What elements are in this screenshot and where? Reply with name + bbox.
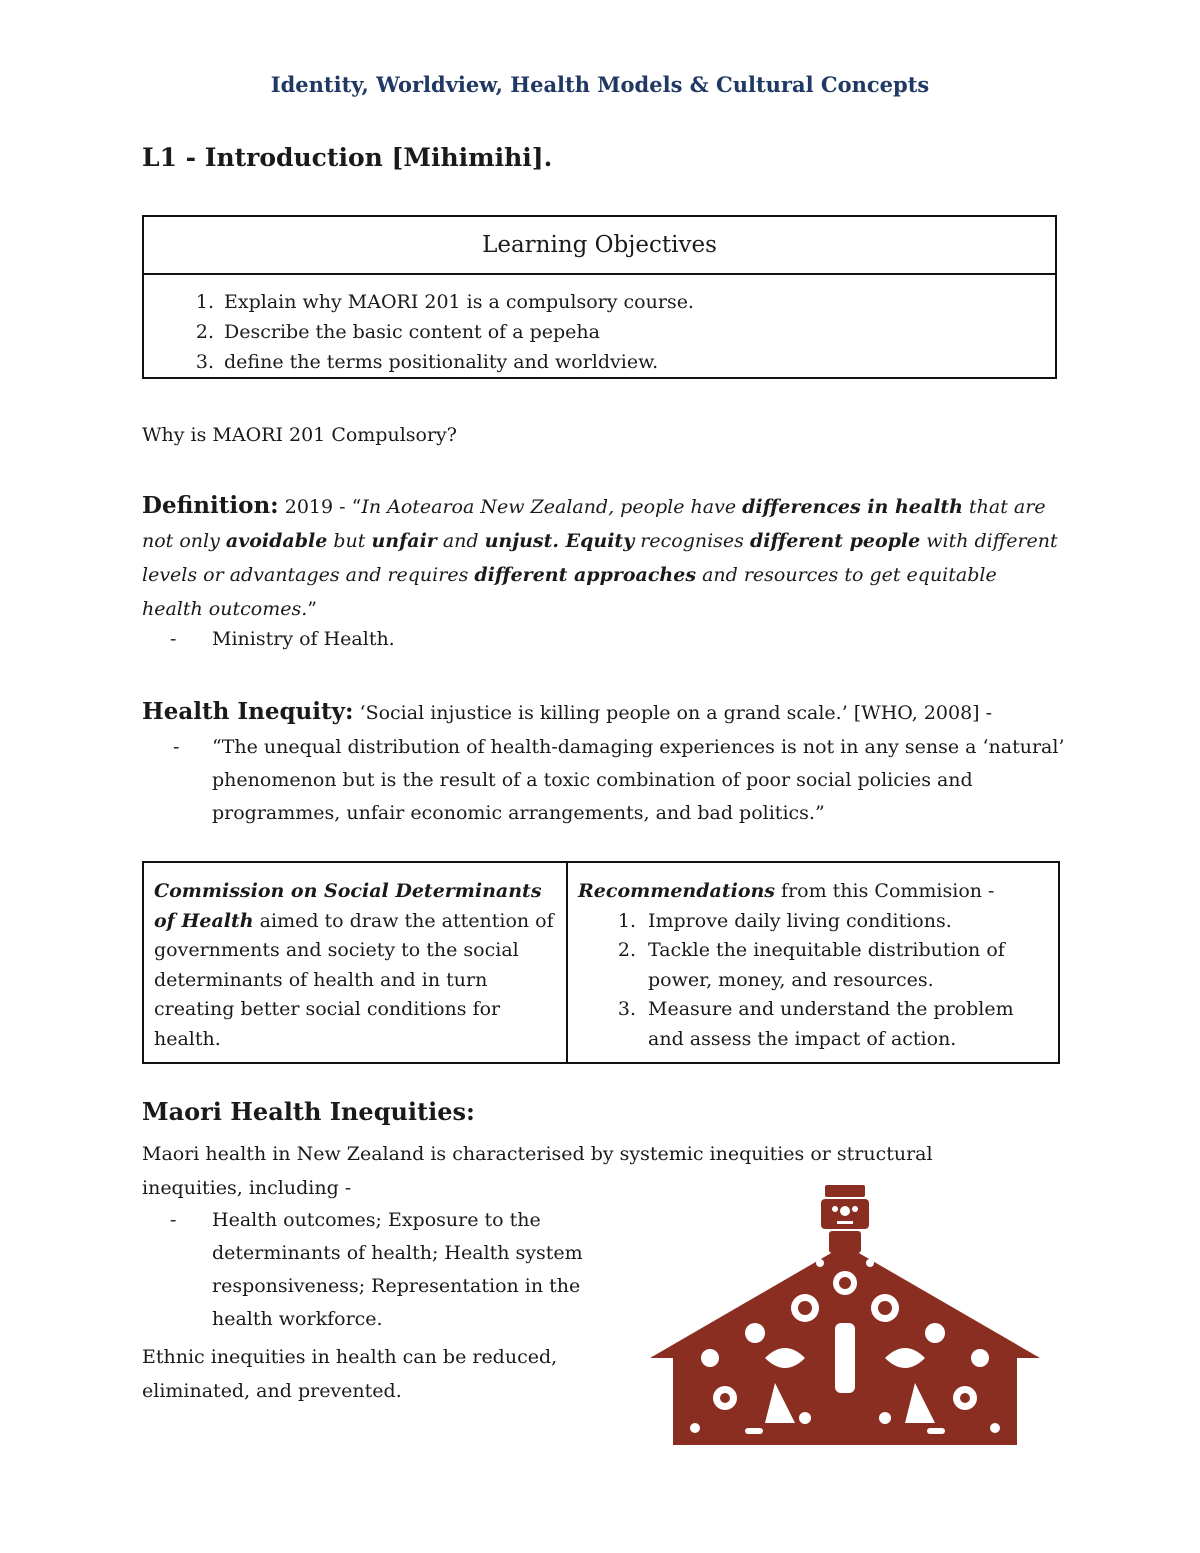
lecture-heading: L1 - Introduction [Mihimihi]. [142, 143, 553, 172]
learning-objectives-list [144, 287, 1055, 377]
list-item: 2. Describe the basic content of a pepeha [195, 321, 600, 343]
document-page: Identity, Worldview, Health Models & Cultural Concepts L1 - Introduction [Mihimihi]. Learning Objectives 1. Explain why MAORI 201 is a compulsory course. 2. Describe the basic content of a pepeha 3. define the terms positionality and worldview. Why is MAORI 201 Compulsory? Definition: 2019 - “In Aotearoa New Zealand, people have differences in health that are not only avoidable but unfair and unjust. Equity recognises different people with different levels or advantages and requires different approaches and resources to get equitable health outcomes.” - Ministry of Health. Health Inequity: ‘Social injustice is killing people on a grand scale.’ [WHO, 2008] - - “The unequal distribution of health-damaging experiences is not in any sense a ‘natural’ phenomenon but is the result of a toxic combination of poor social policies and programmes, unfair economic arrangements, and bad politics.” Commission on Social Determinants of Health aimed to draw the attention of governments and society to the social determinants of health and in turn creating better social conditions for health. Recommendations from this Commision - 1. Improve daily living conditions. 2. Tackle the inequitable distribution of power, money, and resources. 3. Measure and understand the problem and assess the impact of action. Maori Health Inequities: Maori health in New Zealand is characterised by systemic inequities or structural inequities, including - - Health outcomes; Exposure to the determinants of health; Health system responsiveness; Representation in the health workforce. Ethnic inequities in health can be reduced, eliminated, and prevented. [0, 0, 1200, 1553]
recommendations-cell: Recommendations from this Commision - 1. Improve daily living conditions. 2. Tackle the inequitable distribution of power, money, and resources. 3. Measure and understand the problem and assess the impact of action. [567, 862, 1059, 1063]
learning-objectives-heading: Learning Objectives [144, 217, 1055, 275]
definition-label: Definition: [142, 492, 279, 519]
tekoteko-head-shape [825, 1185, 865, 1197]
health-inequity-label: Health Inequity: [142, 698, 354, 725]
objective-text: define the terms positionality and worldview. [224, 351, 659, 373]
learning-objectives-box [142, 215, 1057, 379]
list-item: 1. Explain why MAORI 201 is a compulsory course. [195, 291, 694, 313]
definition-paragraph: Definition: 2019 - “In Aotearoa New Zealand, people have differences in health that are not only avoidable but unfair and unjust. Equity recognises different people with different levels or advantages and requires different approaches and resources to get equitable health outcomes.” [142, 492, 1058, 620]
health-inequity-paragraph: Health Inequity: ‘Social injustice is killing people on a grand scale.’ [WHO, 2008] - [142, 698, 993, 725]
maori-health-bullet: - Health outcomes; Exposure to the determinants of health; Health system responsiveness; Representation in the health workforce. [170, 1209, 583, 1330]
list-item: 3. Measure and understand the problem and assess the impact of action. [617, 998, 1014, 1050]
maori-health-intro: Maori health in New Zealand is characterised by systemic inequities or structural inequities, including - [142, 1143, 933, 1199]
commission-description-cell: Commission on Social Determinants of Health aimed to draw the attention of governments and society to the social determinants of health and in turn creating better social conditions for health. [143, 862, 567, 1063]
who-quote: “The unequal distribution of health-damaging experiences is not in any sense a ‘natural’ phenomenon but is the result of a toxic combination of poor social policies and programmes, unfair economic arrangements, and bad politics.” [212, 736, 1065, 824]
list-item: 3. define the terms positionality and worldview. [195, 351, 659, 373]
list-item: 2. Tackle the inequitable distribution of power, money, and resources. [617, 939, 1005, 991]
quote-dash: - [173, 736, 180, 758]
ethnic-inequities-text: Ethnic inequities in health can be reduced, eliminated, and prevented. [142, 1346, 558, 1402]
objective-text: Describe the basic content of a pepeha [224, 321, 600, 343]
recommendations-list [578, 907, 1048, 1055]
commission-table [142, 861, 1060, 1064]
objective-text: Explain why MAORI 201 is a compulsory course. [224, 291, 694, 313]
list-item: 1. Improve daily living conditions. [617, 909, 952, 932]
document-title: Identity, Worldview, Health Models & Cultural Concepts [270, 72, 930, 97]
maori-health-heading: Maori Health Inequities: [142, 1097, 475, 1126]
why-question: Why is MAORI 201 Compulsory? [142, 424, 457, 446]
wharenui-house-illustration [645, 1183, 1045, 1445]
